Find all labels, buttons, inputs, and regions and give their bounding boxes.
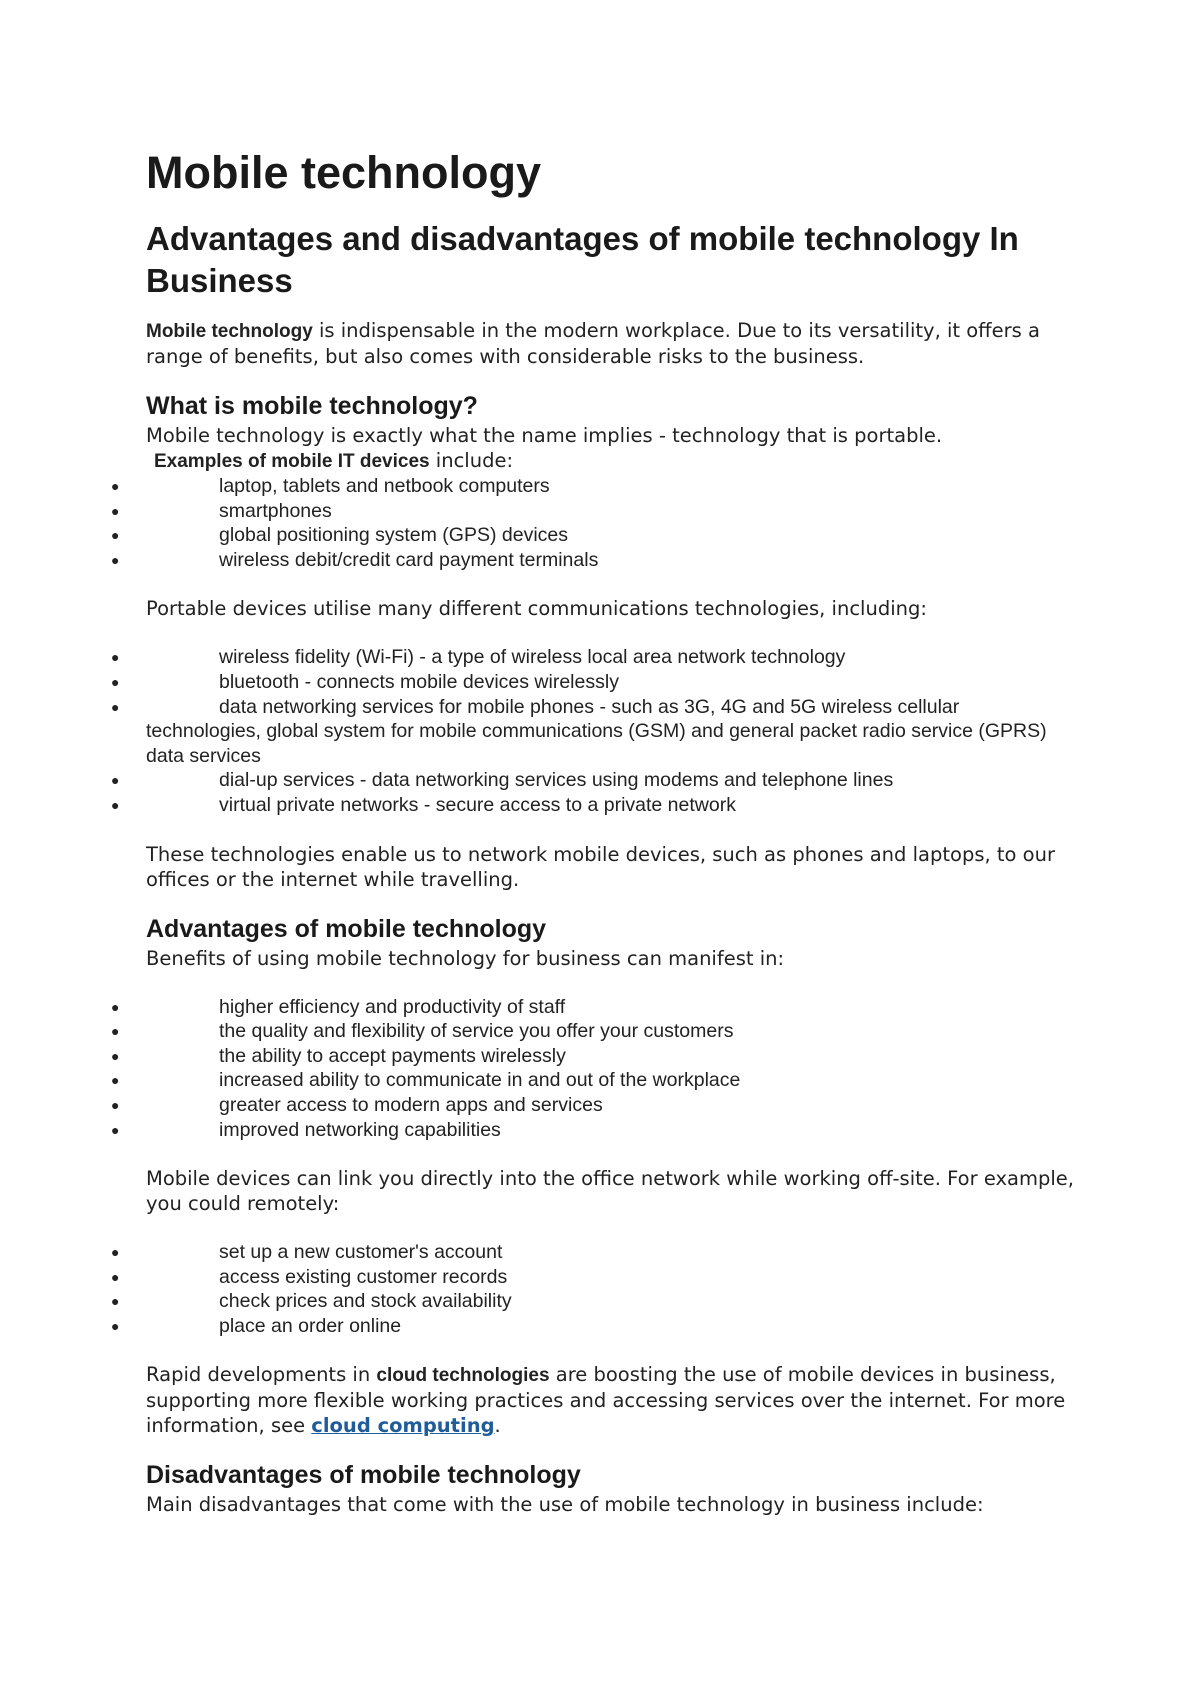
- examples-bold-term: Examples of mobile IT devices: [154, 451, 430, 472]
- intro-bold-term: Mobile technology: [146, 321, 313, 342]
- page-subtitle: Advantages and disadvantages of mobile technology In Business: [146, 220, 1019, 299]
- list-item: ● access existing customer records: [111, 1265, 508, 1288]
- heading-advantages: Advantages of mobile technology: [146, 914, 547, 943]
- list-item: ● set up a new customer's account: [111, 1241, 503, 1264]
- list-item: ● check prices and stock availability: [111, 1290, 512, 1313]
- advantages-intro: Benefits of using mobile technology for business can manifest in:: [146, 946, 785, 970]
- communications-intro: Portable devices utilise many different communications technologies, including:: [146, 597, 927, 621]
- list-item: ● bluetooth - connects mobile devices wirelessly: [111, 670, 619, 693]
- bullet-icon: ●: [111, 1293, 120, 1310]
- bullet-icon: ●: [111, 502, 120, 519]
- heading-disadvantages: Disadvantages of mobile technology: [146, 1461, 581, 1490]
- examples-rest: include:: [429, 449, 514, 472]
- list-item: ● improved networking capabilities: [111, 1118, 501, 1141]
- bullet-icon: ●: [111, 1268, 120, 1285]
- bullet-icon: ●: [111, 1121, 120, 1138]
- communications-list: [111, 645, 1076, 817]
- heading-what-is-mobile-technology: What is mobile technology?: [146, 392, 478, 420]
- list-item: ● higher efficiency and productivity of staff: [111, 995, 566, 1018]
- list-item: ● data networking services for mobile phones - such as 3G, 4G and 5G wireless cellular technologies, global system for mobile communications (GSM) and general packet radio service (GPRS) data services: [111, 695, 1047, 767]
- remote-work-intro: Mobile devices can link you directly into the office network while working off-site. For example, you could remotely:: [146, 1167, 1074, 1216]
- technologies-closing: These technologies enable us to network mobile devices, such as phones and laptops, to our offices or the internet while travelling.: [146, 842, 1055, 891]
- cloud-paragraph: Rapid developments in cloud technologies are boosting the use of mobile devices in business, supporting more flexible working practices and accessing services over the internet. For more information, see cloud computing.: [146, 1363, 1066, 1438]
- bullet-icon: ●: [111, 772, 120, 789]
- bullet-icon: ●: [111, 1023, 120, 1040]
- bullet-icon: ●: [111, 1317, 120, 1334]
- document-body: [111, 142, 1076, 1517]
- list-item: ● dial-up services - data networking services using modems and telephone lines: [111, 769, 894, 792]
- list-item: ● smartphones: [111, 499, 332, 522]
- list-item: ● virtual private networks - secure access to a private network: [111, 793, 736, 816]
- list-item: ● laptop, tablets and netbook computers: [111, 475, 550, 497]
- list-item: ● greater access to modern apps and services: [111, 1093, 603, 1116]
- list-item: ● increased ability to communicate in and out of the workplace: [111, 1069, 741, 1092]
- intro-text: is indispensable in the modern workplace. Due to its versatility, it offers a range of benefits, but also comes with considerable risks to the business.: [146, 319, 1040, 368]
- bullet-icon: ●: [111, 527, 120, 544]
- bullet-icon: ●: [111, 1096, 120, 1113]
- what-definition: Mobile technology is exactly what the name implies - technology that is portable.: [146, 424, 943, 447]
- list-item: ● global positioning system (GPS) devices: [111, 524, 568, 547]
- intro-paragraph: [146, 318, 1076, 369]
- bullet-icon: ●: [111, 1047, 120, 1064]
- list-item: ● wireless fidelity (Wi-Fi) - a type of wireless local area network technology: [111, 646, 846, 669]
- bullet-icon: ●: [111, 551, 120, 568]
- page-title: Mobile technology: [146, 147, 542, 198]
- list-item: ● the ability to accept payments wirelessly: [111, 1044, 566, 1067]
- list-item: ● wireless debit/credit card payment terminals: [111, 548, 599, 571]
- bullet-icon: ●: [111, 478, 120, 494]
- bullet-icon: ●: [111, 698, 120, 715]
- bullet-icon: ●: [111, 649, 120, 666]
- list-item: ● place an order online: [111, 1314, 402, 1337]
- device-examples-list: [111, 474, 1076, 572]
- disadvantages-intro: Main disadvantages that come with the use of mobile technology in business include:: [146, 1493, 984, 1517]
- advantages-list: [111, 995, 1076, 1143]
- bullet-icon: ●: [111, 673, 120, 690]
- list-item: ● the quality and flexibility of service you offer your customers: [111, 1020, 734, 1043]
- bullet-icon: ●: [111, 796, 120, 813]
- bullet-icon: ●: [111, 1072, 120, 1089]
- bullet-icon: ●: [111, 1244, 120, 1261]
- cloud-computing-link[interactable]: cloud computing: [311, 1414, 495, 1438]
- cloud-bold-term: cloud technologies: [376, 1365, 550, 1387]
- remote-tasks-list: [111, 1240, 1076, 1338]
- bullet-icon: ●: [111, 998, 120, 1015]
- examples-intro: [146, 448, 1076, 474]
